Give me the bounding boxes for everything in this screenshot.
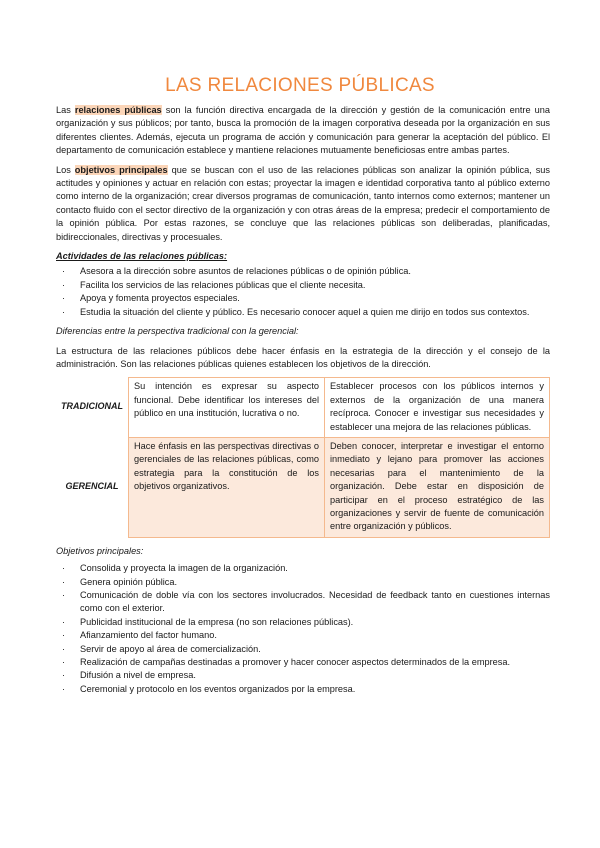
differences-heading: Diferencias entre la perspectiva tradicional con la gerencial: xyxy=(56,326,299,337)
row-label-tradicional: TRADICIONAL xyxy=(61,401,123,412)
list-item: · Servir de apoyo al área de comercialización. xyxy=(56,643,550,656)
intro-p1-post: son la función directiva encargada de la dirección y gestión de la comunicación entre una organización y sus públicos; por tanto, busca la promoción de la imagen corporativa deseada por la organización en sus diferentes clientes. Además, ejecuta un programa de acción y comunicación para generar la aceptación del público. El departamento de comunicación establece y mantiene relaciones mutuamente beneficiosas entre ambas partes. xyxy=(56,105,550,156)
list-item: · Facilita los servicios de las relaciones públicas que el cliente necesita. xyxy=(56,279,550,292)
page-title: LAS RELACIONES PÚBLICAS xyxy=(165,75,435,96)
list-item: · Comunicación de doble vía con los sectores involucrados. Necesidad de feedback tanto en cuestiones internas como con el exterior. xyxy=(56,589,550,616)
intro-paragraph-2 xyxy=(56,164,550,244)
differences-paragraph: La estructura de las relaciones públicos debe hacer énfasis en la estrategia de la dirección y el consejo de la administración. Son las relaciones públicas quienes establecen los objetivos de la dirección. xyxy=(56,345,550,369)
highlight-relaciones-publicas: relaciones públicas xyxy=(74,105,162,115)
row-label-gerencial: GERENCIAL xyxy=(65,481,119,492)
table-row xyxy=(56,437,550,537)
list-item: · Genera opinión pública. xyxy=(56,576,550,589)
list-item: · Estudia la situación del cliente y público. Es necesario conocer aquel a quien me dirijo en todos sus contextos. xyxy=(56,306,550,319)
intro-paragraph-1 xyxy=(56,104,550,158)
intro-p2-pre: Los xyxy=(56,164,75,175)
list-item: · Publicidad institucional de la empresa (no son relaciones públicas). xyxy=(56,616,550,629)
highlight-objetivos-principales: objetivos principales xyxy=(74,164,168,175)
list-item: · Asesora a la dirección sobre asuntos de relaciones públicas o de opinión pública. xyxy=(56,265,550,278)
objectives-list xyxy=(56,562,550,696)
intro-p1-pre: Las xyxy=(56,105,75,115)
table-cell: Deben conocer, interpretar e investigar el entorno inmediato y lejano para promover las acciones necesarias para el mantenimiento de la organización. Debe estar en disposición de participar en el proceso estratégico de las organizaciones y servir de fuente de comunicación entre organización y públicos. xyxy=(325,437,550,537)
activities-list xyxy=(56,265,550,319)
table-cell: Establecer procesos con los públicos internos y externos de la organización de una manera recíproca. Conocer e investigar sus necesidades y establecer una mejora de las relaciones públicas. xyxy=(325,378,550,438)
list-item: · Consolida y proyecta la imagen de la organización. xyxy=(56,562,550,575)
table-cell: Su intención es expresar su aspecto funcional. Debe identificar los intereses del público en una institución, lucrativa o no. xyxy=(129,378,325,438)
list-item: · Difusión a nivel de empresa. xyxy=(56,669,550,682)
list-item: · Afianzamiento del factor humano. xyxy=(56,629,550,642)
list-item: · Ceremonial y protocolo en los eventos organizados por la empresa. xyxy=(56,683,550,696)
comparison-table xyxy=(56,377,550,537)
document-body xyxy=(56,104,550,698)
list-item: · Realización de campañas destinadas a promover y hacer conocer aspectos determinados de la empresa. xyxy=(56,656,550,669)
objectives-heading: Objetivos principales: xyxy=(56,545,144,556)
table-cell: Hace énfasis en las perspectivas directivas o gerenciales de las relaciones públicas, como estrategia para la constitución de los objetivos organizativos. xyxy=(129,437,325,537)
list-item: · Apoya y fomenta proyectos especiales. xyxy=(56,292,550,305)
activities-heading: Actividades de las relaciones públicas: xyxy=(56,251,228,262)
intro-p2-post: que se buscan con el uso de las relaciones públicas son analizar la opinión pública, sus actitudes y opiniones y actuar en relación con estas; proyectar la imagen e identidad corporativa tanto al público externo como interno de la organización; crear diversos programas de comunicación, tanto internos como externos; mantener un contacto fluido con el sector directivo de la organización y con otras áreas de la empresa; predecir el comportamiento de la opinión pública. Por estas razones, se concluye que las relaciones públicas son deliberadas, planificadas, bidireccionales, directivas y procesuales. xyxy=(56,164,551,242)
table-row xyxy=(56,378,550,438)
